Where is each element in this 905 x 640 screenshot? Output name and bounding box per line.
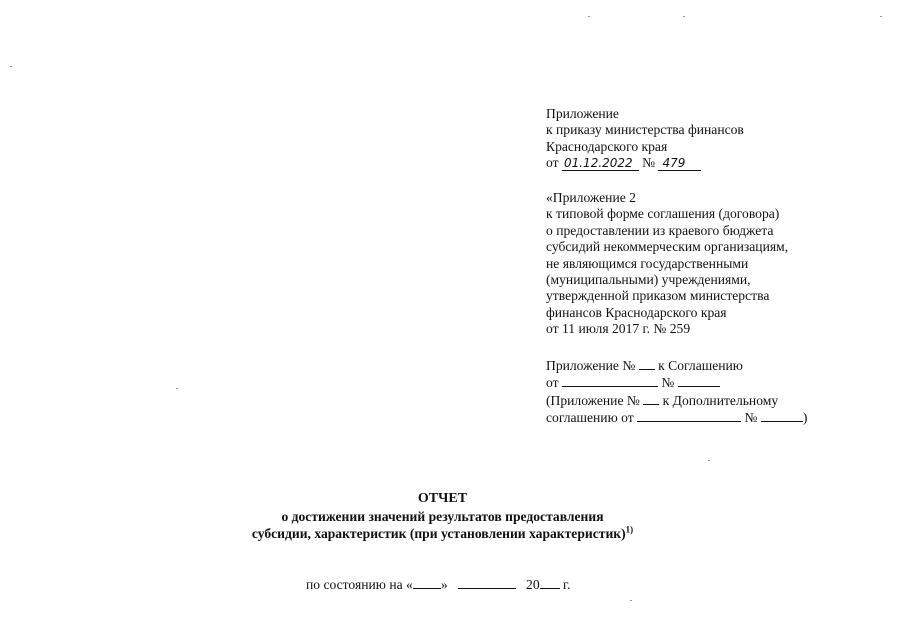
- scan-speck: [588, 16, 590, 17]
- appendix-line: (муниципальными) учреждениями,: [546, 272, 751, 288]
- appendix-line: финансов Краснодарского края: [546, 304, 727, 320]
- order-date-line: [546, 155, 886, 171]
- label: (Приложение №: [546, 392, 640, 408]
- label: к Дополнительному: [662, 392, 779, 408]
- scan-speck: [683, 16, 685, 17]
- blank-month: [458, 576, 516, 589]
- scan-speck: [630, 600, 632, 601]
- label: №: [744, 410, 758, 426]
- agreement-line-4: [546, 409, 886, 426]
- scan-speck: [708, 460, 710, 461]
- appendix-order-block: [546, 106, 886, 172]
- label: по состоянию на «: [306, 577, 413, 592]
- appendix-line: от 11 июля 2017 г. № 259: [546, 321, 691, 337]
- appendix-line: «Приложение 2: [546, 190, 636, 205]
- blank-field: [643, 392, 659, 405]
- handwritten-number: 479: [658, 157, 701, 171]
- appendix-line: не являющимся государственными: [546, 255, 749, 271]
- appendix-line: о предоставлении из краевого бюджета: [546, 222, 774, 238]
- from-label: от: [546, 155, 559, 171]
- report-title: ОТЧЕТ: [417, 491, 468, 506]
- label: г.: [563, 577, 571, 592]
- appendix-line: утвержденной приказом министерства: [546, 288, 770, 304]
- scan-speck: [10, 66, 12, 67]
- subtitle-text: субсидии, характеристик (при установлении характеристик): [251, 526, 626, 541]
- handwritten-date: 01.12.2022: [562, 157, 639, 171]
- label: »: [440, 577, 448, 592]
- footnote-mark: 1): [625, 524, 634, 535]
- label: соглашению от: [546, 410, 634, 426]
- appendix-line: к приказу министерства финансов: [546, 122, 744, 138]
- agreement-line-3: [546, 392, 886, 409]
- appendix-line: Краснодарского края: [546, 138, 668, 154]
- label: 20: [526, 577, 540, 592]
- appendix-line: Приложение: [546, 106, 619, 121]
- scan-speck: [176, 388, 178, 389]
- label: №: [661, 375, 675, 391]
- status-date-line: [306, 576, 571, 593]
- label: Приложение №: [546, 358, 636, 373]
- appendix-line: к типовой форме соглашения (договора): [546, 206, 780, 222]
- number-label: №: [642, 155, 656, 171]
- blank-field: [678, 374, 720, 387]
- label: от: [546, 375, 559, 391]
- appendix-line: субсидий некоммерческим организациям,: [546, 239, 789, 255]
- blank-year: [540, 576, 560, 589]
- blank-field: [639, 357, 655, 370]
- label: к Соглашению: [658, 358, 743, 373]
- scan-speck: [880, 16, 882, 17]
- agreement-line-1: [546, 357, 886, 374]
- agreement-appendix-block: [546, 357, 886, 427]
- label: ): [802, 410, 808, 426]
- report-subtitle-2: [0, 526, 895, 542]
- appendix-form-block: [546, 190, 886, 338]
- agreement-line-2: [546, 374, 886, 391]
- blank-day: [413, 576, 441, 589]
- blank-field: [761, 409, 803, 422]
- blank-field: [562, 374, 658, 387]
- blank-field: [637, 409, 741, 422]
- report-subtitle: о достижении значений результатов предоставления: [281, 509, 604, 524]
